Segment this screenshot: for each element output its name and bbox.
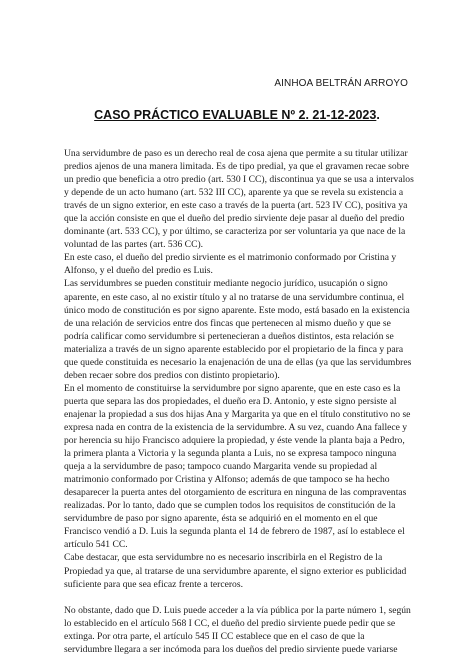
paragraph: No obstante, dado que D. Luis puede acceder a la vía pública por la parte número 1, según lo establecido en el artículo 568 I CC, el dueño del predio sirviente puede pedir que se extinga. Por otra parte, el artículo 545 II CC establece que en el caso de que la servidumbre llegara a ser incómoda para los dueños del predio sirviente puede variarse [64, 604, 411, 655]
author-name: AINHOA BELTRÁN ARROYO [274, 78, 408, 89]
paragraph: En este caso, el dueño del predio sirviente es el matrimonio conformado por Cristina y Alfonso, y el dueño del predio es Luis. [64, 252, 397, 277]
paragraph: Una servidumbre de paso es un derecho real de cosa ajena que permite a su titular utilizar predios ajenos de una manera limitada. Es de tipo predial, ya que el gravamen recae sobre un predio que beneficia a otro predio (art. 530 I CC), discontinua ya que se usa a intervalos y depende de un acto humano (art. 532 III CC), aparente ya que se revela su existencia a través de un signo exterior, en este caso a través de la puerta (art. 523 IV CC), positiva ya que la acción consiste en que el dueño del predio sirviente deje pasar al dueño del predio dominante (art. 533 CC), y por último, se caracteriza por ser voluntaria ya que nace de la voluntad de las partes (art. 536 CC). [64, 148, 414, 251]
document-body [64, 147, 414, 656]
paragraph: Cabe destacar, que esta servidumbre no es necesario inscribirla en el Registro de la Propiedad ya que, al tratarse de una servidumbre aparente, el signo exterior es publicidad suficiente para que sea eficaz frente a terceros. [64, 552, 407, 590]
document-title [0, 108, 474, 122]
title-period: . [376, 108, 380, 122]
title-text: CASO PRÁCTICO EVALUABLE Nº 2. 21-12-2023 [94, 108, 377, 122]
paragraph: Las servidumbres se pueden constituir mediante negocio jurídico, usucapión o signo aparente, en este caso, al no existir título y al no tratarse de una servidumbre continua, el único modo de constitución es por signo aparente. Este modo, está basado en la existencia de una relación de servicios entre dos fincas que pertenecen al mismo dueño y que se podría calificar como servidumbre si pertenecieran a dueños distintos, esta relación se materializa a través de un signo aparente establecido por el propietario de la finca y para que quede constituida es necesario la enajenación de una de ellas (ya que las servidumbres deben recaer sobre dos predios con distinto propietario). [64, 278, 412, 381]
paragraph: En el momento de constituirse la servidumbre por signo aparente, que en este caso es la puerta que separa las dos propiedades, el dueño era D. Antonio, y este signo persiste al enajenar la propiedad a sus dos hijas Ana y Margarita ya que en el título constitutivo no se expresa nada en contra de la existencia de la servidumbre. A su vez, cuando Ana fallece y por herencia su hijo Francisco adquiere la propiedad, y éste vende la planta baja a Pedro, la primera planta a Victoria y la segunda planta a Luis, no se expresa tampoco ninguna queja a la servidumbre de paso; tampoco cuando Margarita vende su propiedad al matrimonio conformado por Cristina y Alfonso; además de que tampoco se ha hecho desaparecer la puerta antes del otorgamiento de escritura en ninguna de las compraventas realizadas. Por lo tanto, dado que se cumplen todos los requisitos de constitución de la servidumbre de paso por signo aparente, ésta se adquirió en el momento en el que Francisco vendió a D. Luis la segunda planta el 14 de febrero de 1987, así lo establece el artículo 541 CC. [64, 382, 411, 551]
